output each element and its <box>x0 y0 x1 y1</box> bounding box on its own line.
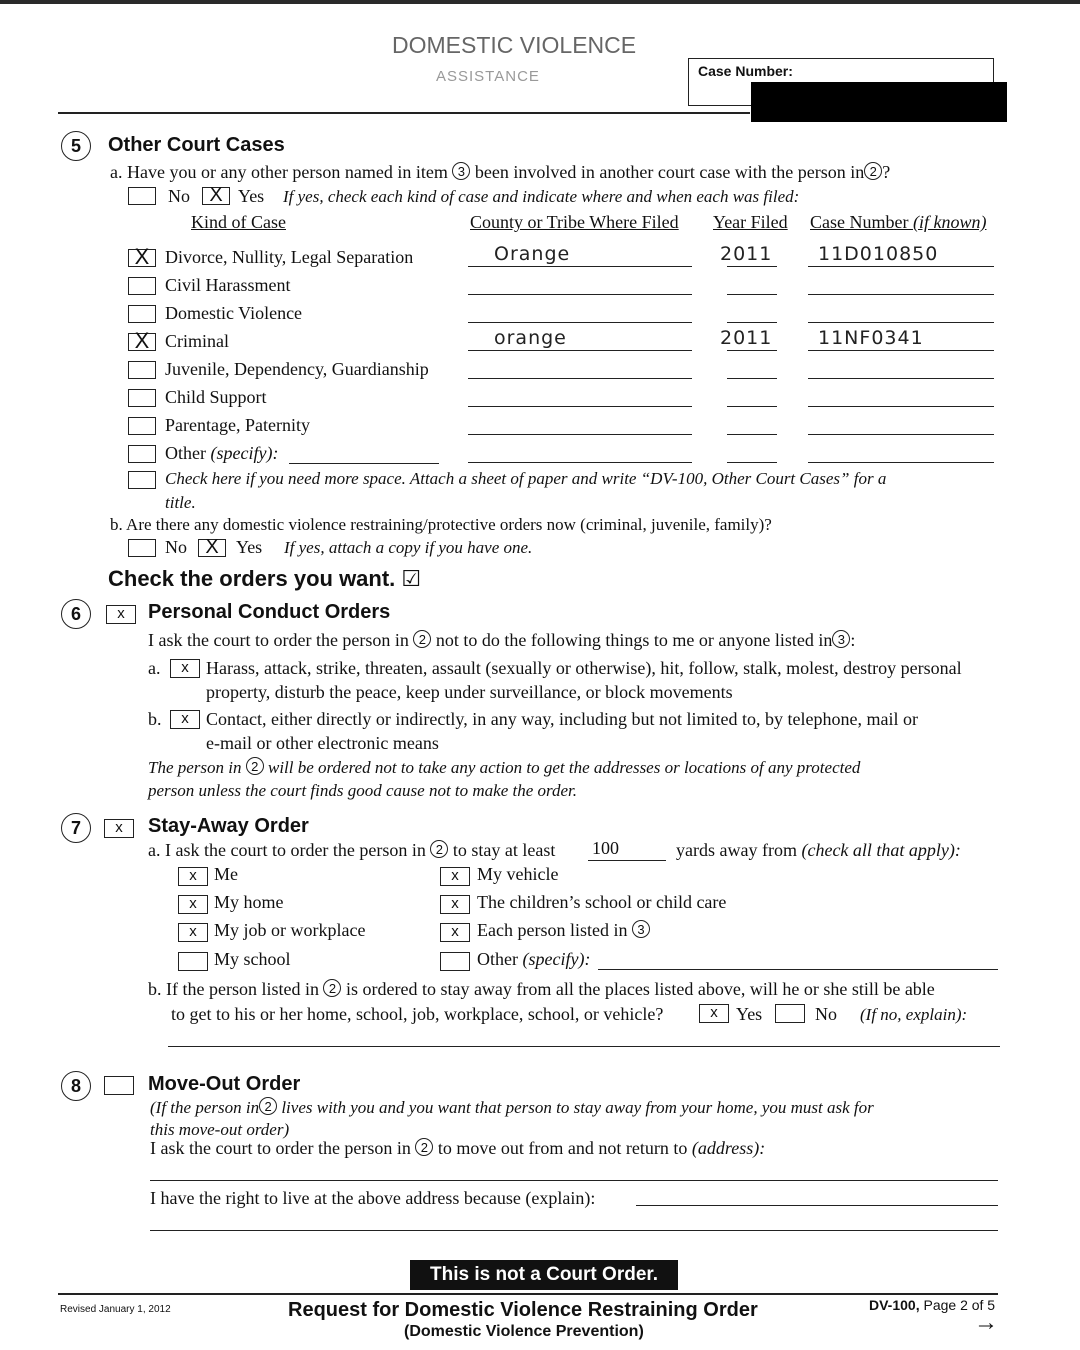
case-type-checkbox[interactable] <box>128 277 156 295</box>
year-field-line[interactable] <box>727 322 777 323</box>
more-space-checkbox[interactable] <box>128 471 156 489</box>
stay-away-label: Each person listed in 3 <box>477 920 650 941</box>
header-rule <box>58 112 750 114</box>
county-field-line[interactable] <box>468 462 692 463</box>
s6-note-2: person unless the court finds good cause not to make the order. <box>148 781 578 800</box>
s8-note-1: (If the person in 2 lives with you and you want that person to stay away from your home, you must ask for <box>150 1098 874 1117</box>
s8-note-2: this move-out order) <box>150 1120 290 1139</box>
section-5-title: Other Court Cases <box>108 134 285 156</box>
s5b-yes-label: Yes <box>236 537 263 557</box>
case-number-label: Case Number: <box>698 63 793 79</box>
case-type-checkbox[interactable] <box>128 389 156 407</box>
stay-away-label: Other (specify): <box>477 949 591 969</box>
county-field[interactable]: orange <box>494 327 567 349</box>
county-field-line[interactable] <box>468 378 692 379</box>
section-6-number: 6 <box>61 599 91 629</box>
col-kind-of-case: Kind of Case <box>191 212 286 232</box>
case-number-field-line[interactable] <box>808 406 994 407</box>
s8-address-line[interactable] <box>150 1180 998 1181</box>
case-number-field[interactable]: 11D010850 <box>818 243 939 265</box>
case-number-field-line[interactable] <box>808 378 994 379</box>
case-type-label: Child Support <box>165 387 267 407</box>
s7b-no-label: No <box>815 1004 837 1024</box>
case-type-label: Juvenile, Dependency, Guardianship <box>165 359 429 379</box>
section-5-question-b: b. Are there any domestic violence restraining/protective orders now (criminal, juvenile, family)? <box>110 515 772 534</box>
year-field[interactable]: 2011 <box>720 327 773 349</box>
s7a-yards-line <box>588 860 666 861</box>
s7a-text: a. I ask the court to order the person in 2 to stay at least <box>148 840 556 860</box>
case-type-label: Divorce, Nullity, Legal Separation <box>165 247 414 267</box>
more-space-text-1: Check here if you need more space. Attach a sheet of paper and write “DV-100, Other Court Cases” for a <box>165 469 887 488</box>
s7b-text-2: to get to his or her home, school, job, workplace, school, or vehicle? <box>171 1004 664 1024</box>
county-field-line[interactable] <box>468 322 692 323</box>
year-field-line[interactable] <box>727 434 777 435</box>
revised-date: Revised January 1, 2012 <box>60 1304 171 1315</box>
col-year: Year Filed <box>713 212 788 232</box>
s6a-text-1: Harass, attack, strike, threaten, assault (sexually or otherwise), hit, follow, stalk, molest, destroy personal <box>206 658 962 678</box>
case-number-field-line[interactable] <box>808 294 994 295</box>
stay-away-checkbox[interactable]: x <box>440 895 470 914</box>
year-field-line[interactable] <box>727 294 777 295</box>
stay-away-label: Me <box>214 864 238 884</box>
s7b-no-checkbox[interactable] <box>775 1004 805 1023</box>
s5a-no-label: No <box>168 186 190 206</box>
s5a-no-checkbox[interactable] <box>128 187 156 205</box>
case-type-checkbox[interactable] <box>128 305 156 323</box>
year-field[interactable]: 2011 <box>720 243 773 265</box>
checkbox-glyph-icon: ☑ <box>401 566 422 591</box>
section-7-title: Stay-Away Order <box>148 815 309 837</box>
s5b-no-checkbox[interactable] <box>128 539 156 557</box>
section-7-number: 7 <box>61 813 91 843</box>
other-specify-line[interactable] <box>289 463 439 464</box>
case-number-field-line[interactable] <box>808 322 994 323</box>
section-5-question-a: a. Have you or any other person named in item 3 been involved in another court case with the person in 2 ? <box>110 162 891 182</box>
s6b-checkbox[interactable]: x <box>170 710 200 729</box>
s8-ask: I ask the court to order the person in 2 to move out from and not return to (address): <box>150 1138 766 1158</box>
section-7-checkbox[interactable]: x <box>104 819 134 838</box>
section-8-title: Move-Out Order <box>148 1073 301 1095</box>
s5b-no-label: No <box>165 537 187 557</box>
s6-note-1: The person in 2 will be ordered not to take any action to get the addresses or locations of any protected <box>148 758 861 777</box>
case-number-field-line[interactable] <box>808 266 994 267</box>
stay-away-label: My school <box>214 949 291 969</box>
year-field-line[interactable] <box>727 266 777 267</box>
case-number-field[interactable]: 11NF0341 <box>818 327 924 349</box>
stay-away-label: The children’s school or child care <box>477 892 727 912</box>
s7b-yes-checkbox[interactable]: x <box>699 1004 729 1023</box>
s5b-yes-checkbox[interactable]: X <box>198 539 226 557</box>
more-space-text-2: title. <box>165 493 196 512</box>
year-field-line[interactable] <box>727 378 777 379</box>
stay-away-checkbox[interactable]: x <box>178 867 208 886</box>
year-field-line[interactable] <box>727 350 777 351</box>
section-6-intro: I ask the court to order the person in 2 not to do the following things to me or anyone listed in 3 : <box>148 630 856 650</box>
s5b-instruction: If yes, attach a copy if you have one. <box>284 538 533 557</box>
county-field-line[interactable] <box>468 294 692 295</box>
not-court-order-banner: This is not a Court Order. <box>410 1260 678 1290</box>
case-number-field-line[interactable] <box>808 350 994 351</box>
county-field-line[interactable] <box>468 434 692 435</box>
form-subtitle: (Domestic Violence Prevention) <box>404 1323 644 1340</box>
case-type-checkbox[interactable] <box>128 417 156 435</box>
s7a-yards-value[interactable]: 100 <box>592 838 619 858</box>
section-6-title: Personal Conduct Orders <box>148 601 391 623</box>
s5a-yes-checkbox[interactable]: X <box>202 187 230 205</box>
stay-away-checkbox[interactable]: x <box>440 867 470 886</box>
redaction-bar <box>751 82 1007 122</box>
stay-away-label: My home <box>214 892 284 912</box>
stay-away-checkbox[interactable]: x <box>440 923 470 942</box>
county-field-line[interactable] <box>468 406 692 407</box>
case-type-label: Civil Harassment <box>165 275 291 295</box>
s8-explain-line-1[interactable] <box>636 1205 998 1206</box>
s5a-instruction: If yes, check each kind of case and indicate where and when each was filed: <box>283 187 800 206</box>
year-field-line[interactable] <box>727 406 777 407</box>
stay-away-checkbox[interactable]: x <box>178 923 208 942</box>
footer-rule <box>58 1293 998 1295</box>
s6b-text-2: e-mail or other electronic means <box>206 733 439 753</box>
case-type-label: Criminal <box>165 331 229 351</box>
s6b-text-1: Contact, either directly or indirectly, in any way, including but not limited to, by telephone, mail or <box>206 709 918 729</box>
case-type-label: Domestic Violence <box>165 303 303 323</box>
county-field-line[interactable] <box>468 266 692 267</box>
stay-away-label: My vehicle <box>477 864 559 884</box>
case-type-label: Other (specify): <box>165 443 279 463</box>
stamp-subtitle: ASSISTANCE <box>436 68 540 85</box>
case-type-label: Parentage, Paternity <box>165 415 310 435</box>
s8-right-label: I have the right to live at the above address because (explain): <box>150 1188 596 1208</box>
stay-away-label: My job or workplace <box>214 920 366 940</box>
year-field-line[interactable] <box>727 462 777 463</box>
s6a-text-2: property, disturb the peace, keep under surveillance, or block movements <box>206 682 733 702</box>
s6b-label: b. <box>148 709 162 729</box>
section-5-number: 5 <box>61 131 91 161</box>
section-6-checkbox[interactable]: x <box>106 605 136 624</box>
s7a-text-2: yards away from (check all that apply): <box>676 840 961 860</box>
s8-explain-line-2[interactable] <box>150 1230 998 1231</box>
s7b-text-1: b. If the person listed in 2 is ordered to stay away from all the places listed above, will he or she still be able <box>148 979 935 999</box>
s6a-checkbox[interactable]: x <box>170 659 200 678</box>
other-specify-line[interactable] <box>598 969 998 970</box>
col-case-number: Case Number (if known) <box>810 212 987 232</box>
s7b-explain-label: (If no, explain): <box>860 1005 968 1024</box>
s7b-explain-line[interactable] <box>168 1046 1000 1047</box>
county-field[interactable]: Orange <box>494 243 571 265</box>
stay-away-checkbox[interactable] <box>440 952 470 971</box>
form-page: DV-100, Page 2 of 5 <box>869 1297 996 1313</box>
s7b-yes-label: Yes <box>736 1004 763 1024</box>
case-number-field-line[interactable] <box>808 434 994 435</box>
s5a-yes-label: Yes <box>238 186 265 206</box>
stamp-title: DOMESTIC VIOLENCE <box>392 32 637 58</box>
col-county: County or Tribe Where Filed <box>470 212 679 232</box>
county-field-line[interactable] <box>468 350 692 351</box>
top-border <box>0 0 1080 4</box>
stay-away-checkbox[interactable] <box>178 952 208 971</box>
case-type-checkbox[interactable]: X <box>128 333 156 351</box>
s6a-label: a. <box>148 658 161 678</box>
stay-away-checkbox[interactable]: x <box>178 895 208 914</box>
check-orders-heading: Check the orders you want. ☑ <box>108 566 422 591</box>
next-page-arrow-icon[interactable]: → <box>974 1309 998 1336</box>
case-number-field-line[interactable] <box>808 462 994 463</box>
case-type-checkbox[interactable]: X <box>128 249 156 267</box>
section-8-checkbox[interactable] <box>104 1076 134 1095</box>
section-8-number: 8 <box>61 1071 91 1101</box>
case-type-checkbox[interactable] <box>128 361 156 379</box>
form-title: Request for Domestic Violence Restraining Order <box>288 1299 758 1321</box>
case-type-checkbox[interactable] <box>128 445 156 463</box>
